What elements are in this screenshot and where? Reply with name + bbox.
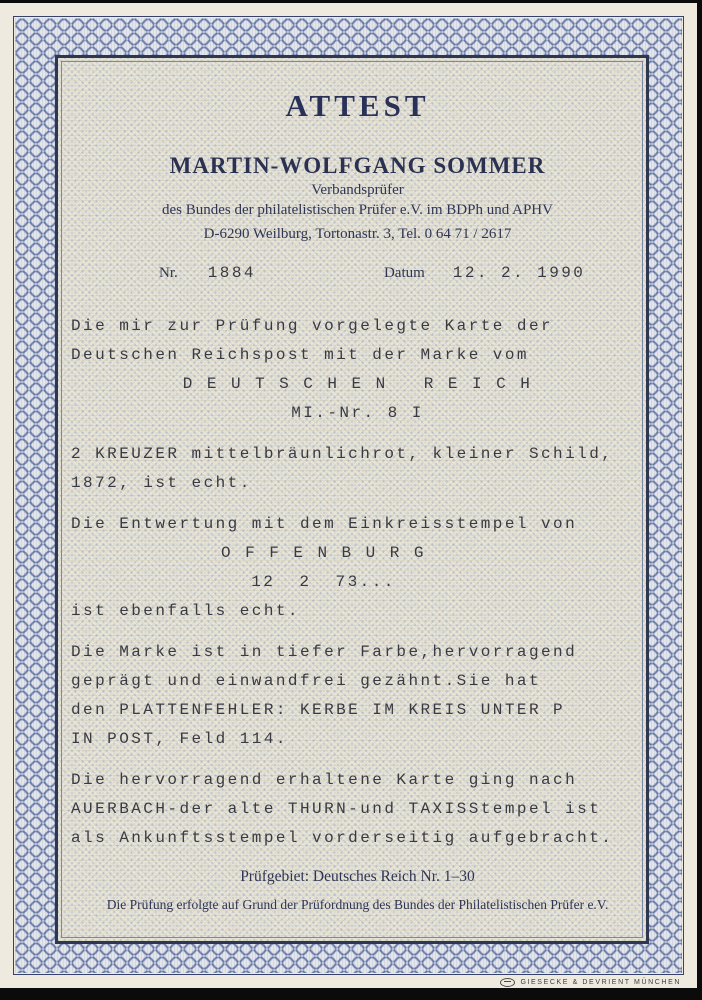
examiner-address: D-6290 Weilburg, Tortonastr. 3, Tel. 0 64 71 / 2617 — [203, 226, 512, 242]
body-line-catalog: MI.-Nr. 8 I — [291, 404, 424, 422]
certificate-content-panel — [55, 55, 649, 944]
body-line: 1872, ist echt. — [71, 474, 252, 492]
body-line: ist ebenfalls echt. — [71, 602, 300, 620]
legal-line: Die Prüfung erfolgte auf Grund der Prüfordnung des Bundes der Philatelistischen Prüfer e.V. — [106, 897, 609, 912]
gd-logo-icon — [500, 978, 515, 987]
certificate-number-value: 1884 — [207, 264, 256, 282]
printer-imprint-text: GIESECKE & DEVRIENT MÜNCHEN — [520, 978, 681, 986]
body-line: als Ankunftsstempel vorderseitig aufgebracht. — [71, 829, 614, 847]
examiner-association: des Bundes der philatelistischen Prüfer e.V. im BDPh und APHV — [162, 202, 553, 218]
certificate-sheet — [0, 3, 697, 988]
body-line: Die Marke ist in tiefer Farbe,hervorragend — [71, 643, 578, 661]
body-line: Die mir zur Prüfung vorgelegte Karte der — [71, 317, 554, 335]
examiner-role: Verbandsprüfer — [311, 182, 404, 198]
body-line: AUERBACH-der alte THURN-und TAXISStempel ist — [71, 800, 602, 818]
body-line: IN POST, Feld 114. — [71, 730, 288, 748]
pruefgebiet-line: Prüfgebiet: Deutsches Reich Nr. 1–30 — [240, 868, 475, 885]
body-line: 2 KREUZER mittelbräunlichrot, kleiner Schild, — [71, 445, 614, 463]
body-line: Deutschen Reichspost mit der Marke vom — [71, 346, 529, 364]
body-line: den PLATTENFEHLER: KERBE IM KREIS UNTER P — [71, 701, 566, 719]
body-line-cancel-date: 12 2 73... — [251, 573, 396, 591]
certificate-number-label: Nr. — [159, 265, 178, 281]
examiner-name: MARTIN-WOLFGANG SOMMER — [169, 153, 546, 178]
body-line-country: D E U T S C H E N R E I C H — [182, 375, 533, 393]
certificate-body — [71, 312, 644, 853]
printer-imprint — [500, 977, 681, 987]
certificate-title: ATTEST — [285, 88, 430, 123]
body-line-cancel-town: O F F E N B U R G — [221, 544, 426, 562]
number-date-row — [71, 259, 644, 288]
certificate-footer — [71, 868, 644, 913]
body-line: Die hervorragend erhaltene Karte ging nach — [71, 771, 578, 789]
body-line: geprägt und einwandfrei gezähnt.Sie hat — [71, 672, 542, 690]
body-line: Die Entwertung mit dem Einkreisstempel von — [71, 515, 578, 533]
certificate-date-value: 12. 2. 1990 — [452, 264, 586, 282]
certificate-date-label: Datum — [383, 265, 425, 281]
